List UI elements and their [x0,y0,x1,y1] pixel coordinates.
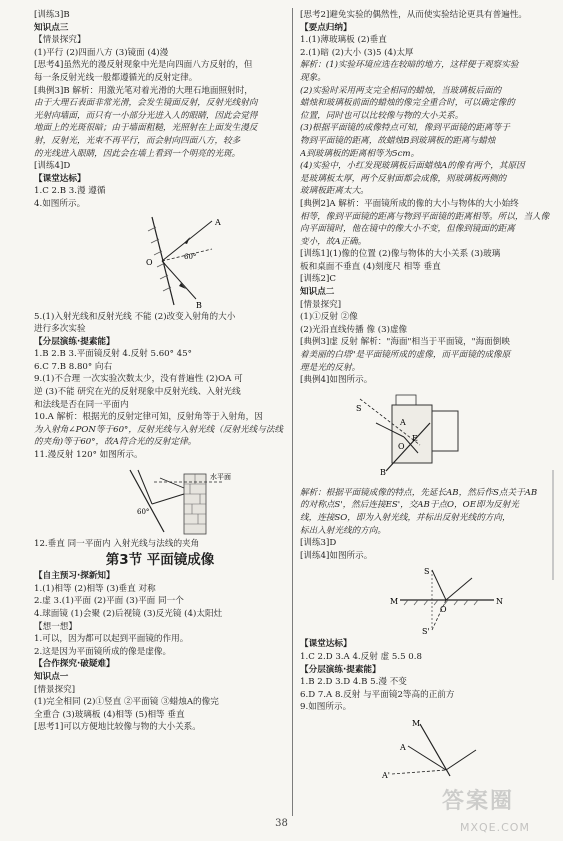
text-line: [思考1]可以方便地比较像与物的大小关系。 [34,722,201,733]
page-number: 38 [275,818,288,829]
text-line: [典例4]如图所示。 [300,375,373,386]
text-line: [典例3]虚 反射 解析："海面"相当于平面镜，"海面倒映 [300,337,510,348]
figure-diffuse-reflection [34,464,286,536]
text-line: 玻璃板距离太大。 [300,186,369,197]
text-line: (4)实验中，小红发现玻璃板后面蜡烛A的像有两个，其原因 [300,161,525,172]
text-line: 1.(1)相等 (2)相等 (3)垂直 对称 [34,583,156,594]
text-line: 为入射角∠PON等于60°，反射光线与入射光线（反射光线与法线 [34,424,284,435]
text-line: [典例2]A 解析：平面镜所成的像的大小与物体的大小始终 [300,198,519,209]
reflection-diagram [34,213,286,309]
text-line: 进行多次实验 [34,324,86,335]
text-line: [训练4]如图所示。 [300,550,373,561]
fig-label: O [398,441,405,451]
text-line: 的夹角)等于60°，故A符合光的反射定律。 [34,437,197,448]
text-line: 解析：(1)实验环境应选在较暗的地方，这样便于观察实验 [300,60,519,71]
text-line: 的光线进入眼睛，因此会在墙上看到一个明亮的光斑。 [34,148,241,159]
wall-diagram [34,464,286,536]
text-line: 6.D 7.A 8.反射 与平面镜2等高的正前方 [300,689,455,700]
text-line: 标出入射光线的方向。 [300,525,386,536]
text-line: [思考2]避免实验的偶然性，从而使实验结论更具有普遍性。 [300,10,528,20]
fig-label: S [356,403,362,413]
fig-label: O [440,605,447,615]
text-line: 向平面镜时，他在镜中的像大小不变，但像到镜面的距离 [300,224,515,235]
fig-label: 60° [137,507,150,516]
text-line: (2)实验时采用两支完全相同的蜡烛，当玻璃板后面的 [300,85,502,96]
text-line: 变小，故A正确。 [300,236,367,247]
fig-label: M [390,597,399,607]
text-line: 每一条反射光线一般都遵循光的反射定律。 [34,72,198,83]
text-line: 6.C 7.B 8.80° 向右 [34,361,113,372]
fig-label: A [400,742,406,752]
text-line: 蜡烛和玻璃板前面的蜡烛的像完全重合时，可以确定像的 [300,98,515,109]
text-line: (1)①反射 ②像 [300,312,358,323]
text-line: 地面上的光斑很暗；由于墙面粗糙，光照射在上面发生漫反 [34,123,258,134]
text-line: 物到平面镜的距离，故蜡烛B到玻璃板的距离与蜡烛 [300,135,496,146]
text-line: 2.这是因为平面镜所成的像是虚像。 [34,646,172,657]
text-line: 1.可以，因为都可以起到平面镜的作用。 [34,634,189,645]
column-divider [292,8,293,816]
text-line: 着美丽的白塔"是平面镜所成的虚像，而平面镜的成像原 [300,350,511,361]
watermark-text: 答案圈 [442,789,515,814]
mirror-image-diagram [300,564,552,636]
text-line: 板和桌面不垂直 (4)刻度尺 相等 垂直 [300,261,441,272]
fig-label: 60° [184,252,197,261]
fig-label: N [496,597,503,607]
text-line: 线，连接SO，即为入射光线，并标出反射光线的方向， [300,513,511,523]
text-line: 1.B 2.B 3.平面镜反射 4.反射 5.60° 45° [34,349,192,360]
section-heading: 【课堂达标】 [300,639,352,650]
fig-label: M [412,718,421,728]
mirror-box-diagram [300,389,552,485]
text-line: 1.C 2.B 3.漫 遵循 [34,186,106,197]
text-line: 【情景探究】 [34,35,86,46]
text-line: 是玻璃板太厚，两个反射面都会成像，则玻璃板两侧的 [300,173,507,184]
text-line: [情景探究] [300,299,342,310]
mirror-eye-diagram [300,716,552,784]
figure-reflection-60 [34,213,286,309]
fig-label: 水平面 [210,472,231,481]
text-line: 射，反射光，光束不再平行，而会射向四面八方，较多 [34,135,241,146]
text-line: (1)完全相同 (2)①竖直 ②平面镜 ③蜡烛A的像完 [34,697,219,708]
text-line: 和法线是否在同一平面内 [34,399,129,410]
text-line: 位置，同时也可以比较像与物的大小关系。 [300,110,464,121]
text-line: 的对称点S'，然后连接ES'，交AB于点O，OE即为反射光 [300,500,519,511]
text-line: (2)光沿直线传播 像 (3)虚像 [300,324,408,335]
text-line: 解析：根据平面镜成像的特点，先延长AB，然后作S点关于AB [300,487,538,498]
text-line: [典例3]B 解析：用激光笔对着光滑的大理石地面照射时， [34,85,253,96]
fig-label: B [196,300,202,309]
fig-label: O [146,257,153,267]
text-line: A到玻璃板的距离相等为5cm。 [300,148,420,159]
section-heading: 【课堂达标】 [34,173,86,184]
text-line: 全重合 (3)玻璃板 (4)相等 (5)相等 垂直 [34,709,185,720]
text-line: [训练2]C [300,274,336,285]
text-line: 4.如图所示。 [34,198,86,209]
text-line: 理是光的反射。 [300,362,361,373]
text-line: 10.A 解析：根据光的反射定律可知，反射角等于入射角，因 [34,412,263,423]
section-heading: 知识点三 [34,22,69,33]
figure-mirror-periscope [300,389,552,485]
text-line: 11.漫反射 120° 如图所示。 [34,450,143,461]
text-line: 9.如图所示。 [300,702,352,713]
text-line: 1.C 2.D 3.A 4.反射 虚 5.5 0.8 [300,651,422,662]
fig-label: S [424,567,430,577]
text-line: 5.(1)入射光线和反射光线 不能 (2)改变入射角的大小 [34,311,236,322]
margin-mark [552,470,554,580]
figure-mirror-image [300,564,552,636]
text-line: [思考4]虽然光的漫反射现象中光是向四面八方反射的，但 [34,60,253,71]
fig-label: A' [382,770,390,780]
section-heading: 【分层演练·提素能】 [34,336,115,347]
text-line: 由于大理石表面非常光滑，会发生镜面反射，反射光线射向 [34,98,258,109]
fig-label: S' [422,627,430,637]
text-line: 相等，像到平面镜的距离与物到平面镜的距离相等。所以，当人像 [300,211,550,222]
text-line: [训练3]D [300,538,337,549]
text-line: [训练4]D [34,161,71,172]
fig-label: A [400,417,406,427]
text-line: 逆 (3)不能 研究在光的反射现象中反射光线、入射光线 [34,387,241,398]
text-line: 光射向墙面，而只有一小部分光进入人的眼睛，因此会觉得 [34,110,258,121]
section-heading: 【自主预习·探新知】 [34,571,115,582]
section-heading: 知识点二 [300,287,335,298]
text-line: [训练3]B [34,10,70,20]
fig-label: E [412,433,418,443]
section-heading: 【合作探究·破疑难】 [34,659,115,670]
text-line: 1.B 2.D 3.D 4.B 5.漫 不变 [300,677,407,688]
watermark-url: MXQE.COM [460,821,530,834]
text-line: 2.虚 3.(1)平面 (2)平面 (3)平面 同一个 [34,596,184,607]
text-line: 9.(1)不合理 一次实验次数太少，没有普遍性 (2)OA 可 [34,374,243,385]
section-heading: 【分层演练·提素能】 [300,664,381,675]
text-line: 4.球面镜 (1)会聚 (2)后视镜 (3)反光镜 (4)太阳灶 [34,609,223,619]
section-heading: 知识点一 [34,671,69,682]
section-title: 第3节 平面镜成像 [105,552,215,569]
text-line: 1.(1)薄玻璃板 (2)垂直 [300,35,387,46]
left-column [34,9,286,734]
text-line: (1)平行 (2)四面八方 (3)镜面 (4)漫 [34,47,169,58]
text-line: 现象。 [300,72,326,83]
text-line: 12.垂直 同一平面内 入射光线与法线的夹角 [34,538,200,549]
section-heading: 【要点归纳】 [300,22,352,33]
watermark [430,789,560,836]
text-line: [情景探究] [34,684,76,695]
fig-label: B [380,467,386,477]
text-line: 2.(1)暗 (2)大小 (3)5 (4)太厚 [300,47,414,58]
figure-mirror-eye [300,716,552,784]
right-column [300,9,552,786]
text-line: (3)根据平面镜的成像特点可知，像到平面镜的距离等于 [300,123,510,134]
text-line: 【想一想】 [34,621,77,632]
fig-label: A [215,217,221,227]
text-line: [训练1](1)像的位置 (2)像与物体的大小关系 (3)玻璃 [300,249,501,260]
